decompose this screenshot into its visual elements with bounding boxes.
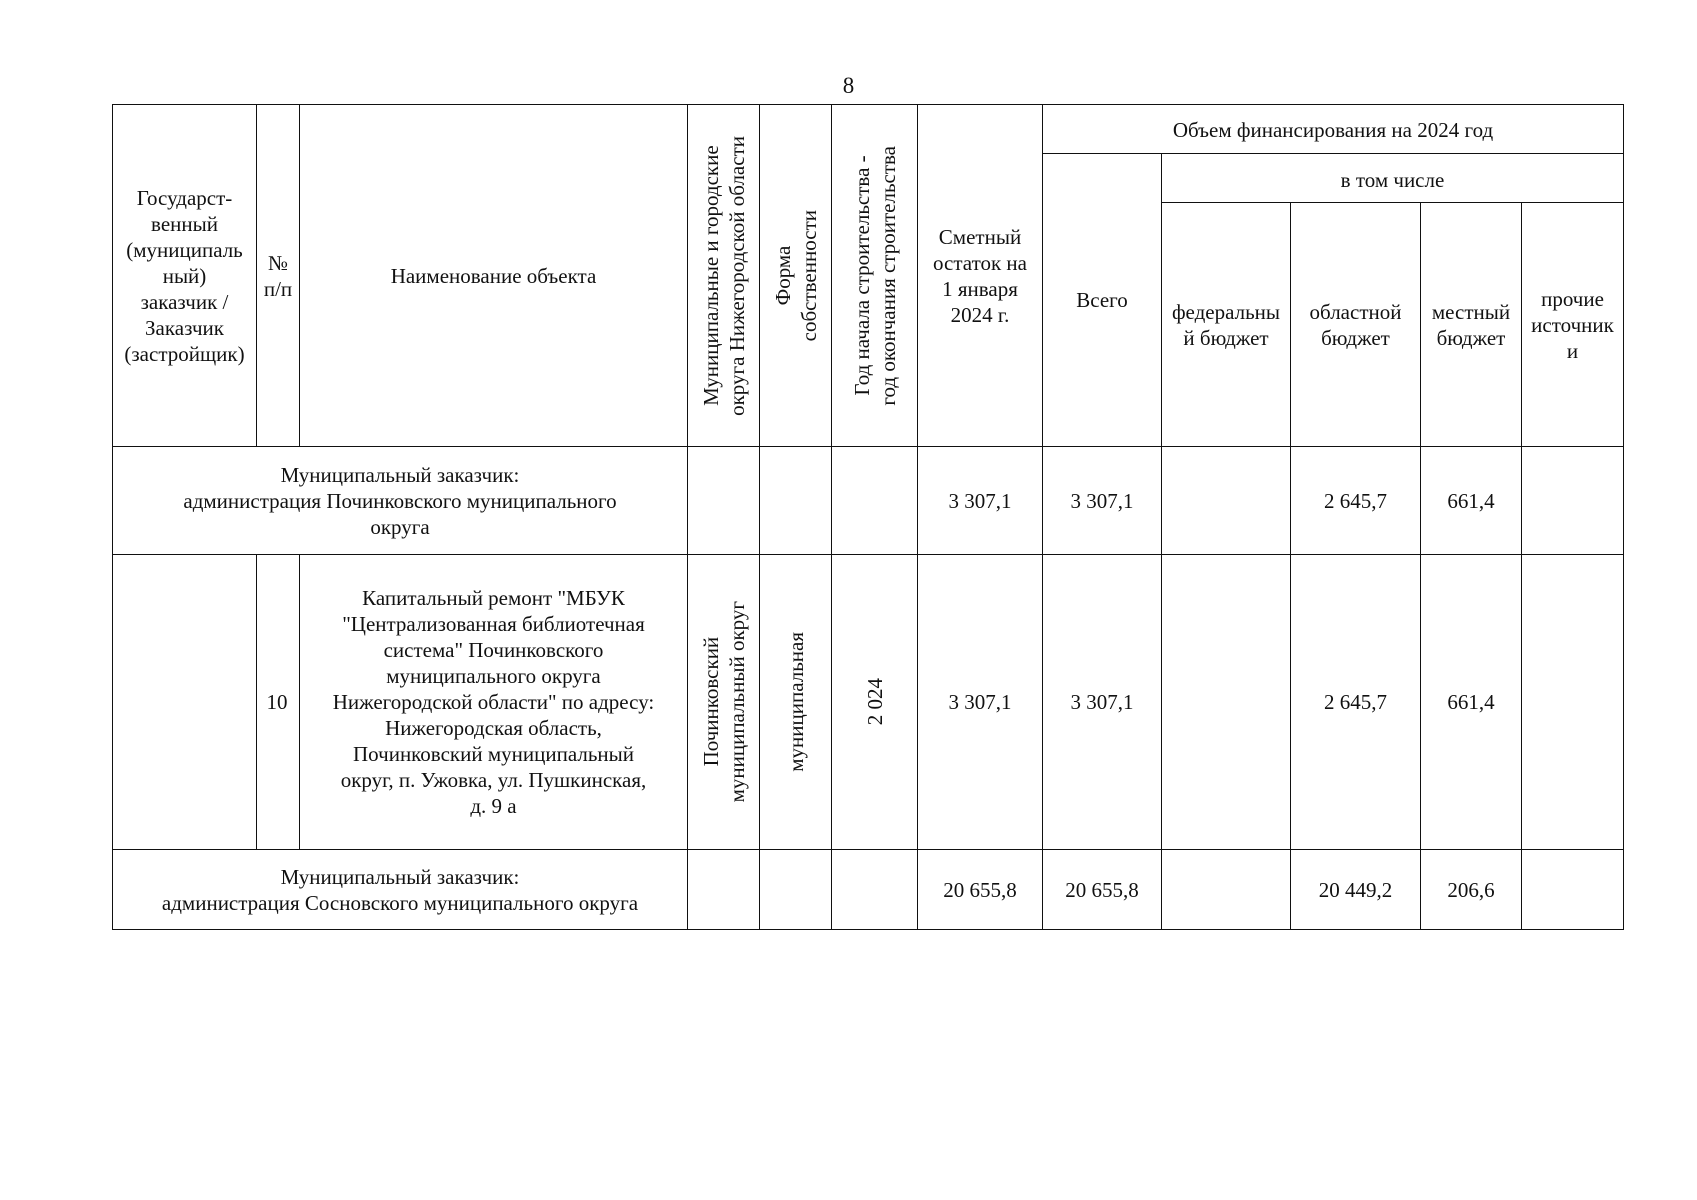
local-value: 661,4: [1421, 447, 1522, 555]
total-value: 20 655,8: [1043, 850, 1162, 930]
header-object-name: Наименование объекта: [300, 105, 688, 447]
header-including: в том числе: [1162, 154, 1624, 203]
header-other: прочие источник и: [1522, 203, 1624, 447]
customer-row-pochinki: [113, 447, 1624, 555]
header-total: Всего: [1043, 154, 1162, 447]
empty-customer-cell: [113, 555, 257, 850]
customer-pochinki: Муниципальный заказчик: администрация Починковского муниципального округа: [113, 447, 688, 555]
years-cell: [832, 555, 918, 850]
estimate-value: 20 655,8: [918, 850, 1043, 930]
page-number: 8: [842, 73, 855, 98]
empty-cell: [832, 447, 918, 555]
empty-cell: [688, 447, 760, 555]
federal-value: [1162, 555, 1291, 850]
local-value: 206,6: [1421, 850, 1522, 930]
other-value: [1522, 850, 1624, 930]
header-row-1: [113, 105, 1624, 154]
total-value: 3 307,1: [1043, 555, 1162, 850]
municipality-cell: [688, 555, 760, 850]
federal-value: [1162, 850, 1291, 930]
customer-sosnovskoe: Муниципальный заказчик: администрация Сосновского муниципального округа: [113, 850, 688, 930]
header-federal: федеральны й бюджет: [1162, 203, 1291, 447]
header-number: № п/п: [257, 105, 300, 447]
ownership-text: муниципальная: [783, 632, 808, 772]
empty-cell: [760, 850, 832, 930]
row-number: 10: [257, 555, 300, 850]
federal-value: [1162, 447, 1291, 555]
years-text: 2 024: [862, 678, 887, 726]
header-municipalities: [688, 105, 760, 447]
regional-value: 2 645,7: [1291, 447, 1421, 555]
empty-cell: [832, 850, 918, 930]
object-row-10: [113, 555, 1624, 850]
estimate-value: 3 307,1: [918, 555, 1043, 850]
empty-cell: [688, 850, 760, 930]
header-ownership-text: Форма собственности: [770, 209, 821, 342]
header-years: [832, 105, 918, 447]
header-years-text: Год начала строительства - год окончания строительства: [849, 145, 900, 406]
financing-table: [112, 104, 1624, 930]
header-ownership: [760, 105, 832, 447]
empty-cell: [760, 447, 832, 555]
header-regional: областной бюджет: [1291, 203, 1421, 447]
local-value: 661,4: [1421, 555, 1522, 850]
municipality-text: Починковский муниципальный округ: [698, 601, 749, 803]
other-value: [1522, 555, 1624, 850]
regional-value: 2 645,7: [1291, 555, 1421, 850]
header-estimate: Сметный остаток на 1 января 2024 г.: [918, 105, 1043, 447]
estimate-value: 3 307,1: [918, 447, 1043, 555]
object-name: Капитальный ремонт "МБУК "Централизованная библиотечная система" Починковского муниципального округа Нижегородской области" по адресу: Нижегородская область, Починковский муниципальный округ, п. Ужовка, ул. Пушкинская, д. 9 а: [300, 555, 688, 850]
header-financing: Объем финансирования на 2024 год: [1043, 105, 1624, 154]
customer-row-sosnovskoe: [113, 850, 1624, 930]
ownership-cell: [760, 555, 832, 850]
header-customer: Государст- венный (муниципаль ный) заказчик / Заказчик (застройщик): [113, 105, 257, 447]
other-value: [1522, 447, 1624, 555]
total-value: 3 307,1: [1043, 447, 1162, 555]
header-municipalities-text: Муниципальные и городские округа Нижегородской области: [698, 135, 749, 416]
header-local: местный бюджет: [1421, 203, 1522, 447]
regional-value: 20 449,2: [1291, 850, 1421, 930]
